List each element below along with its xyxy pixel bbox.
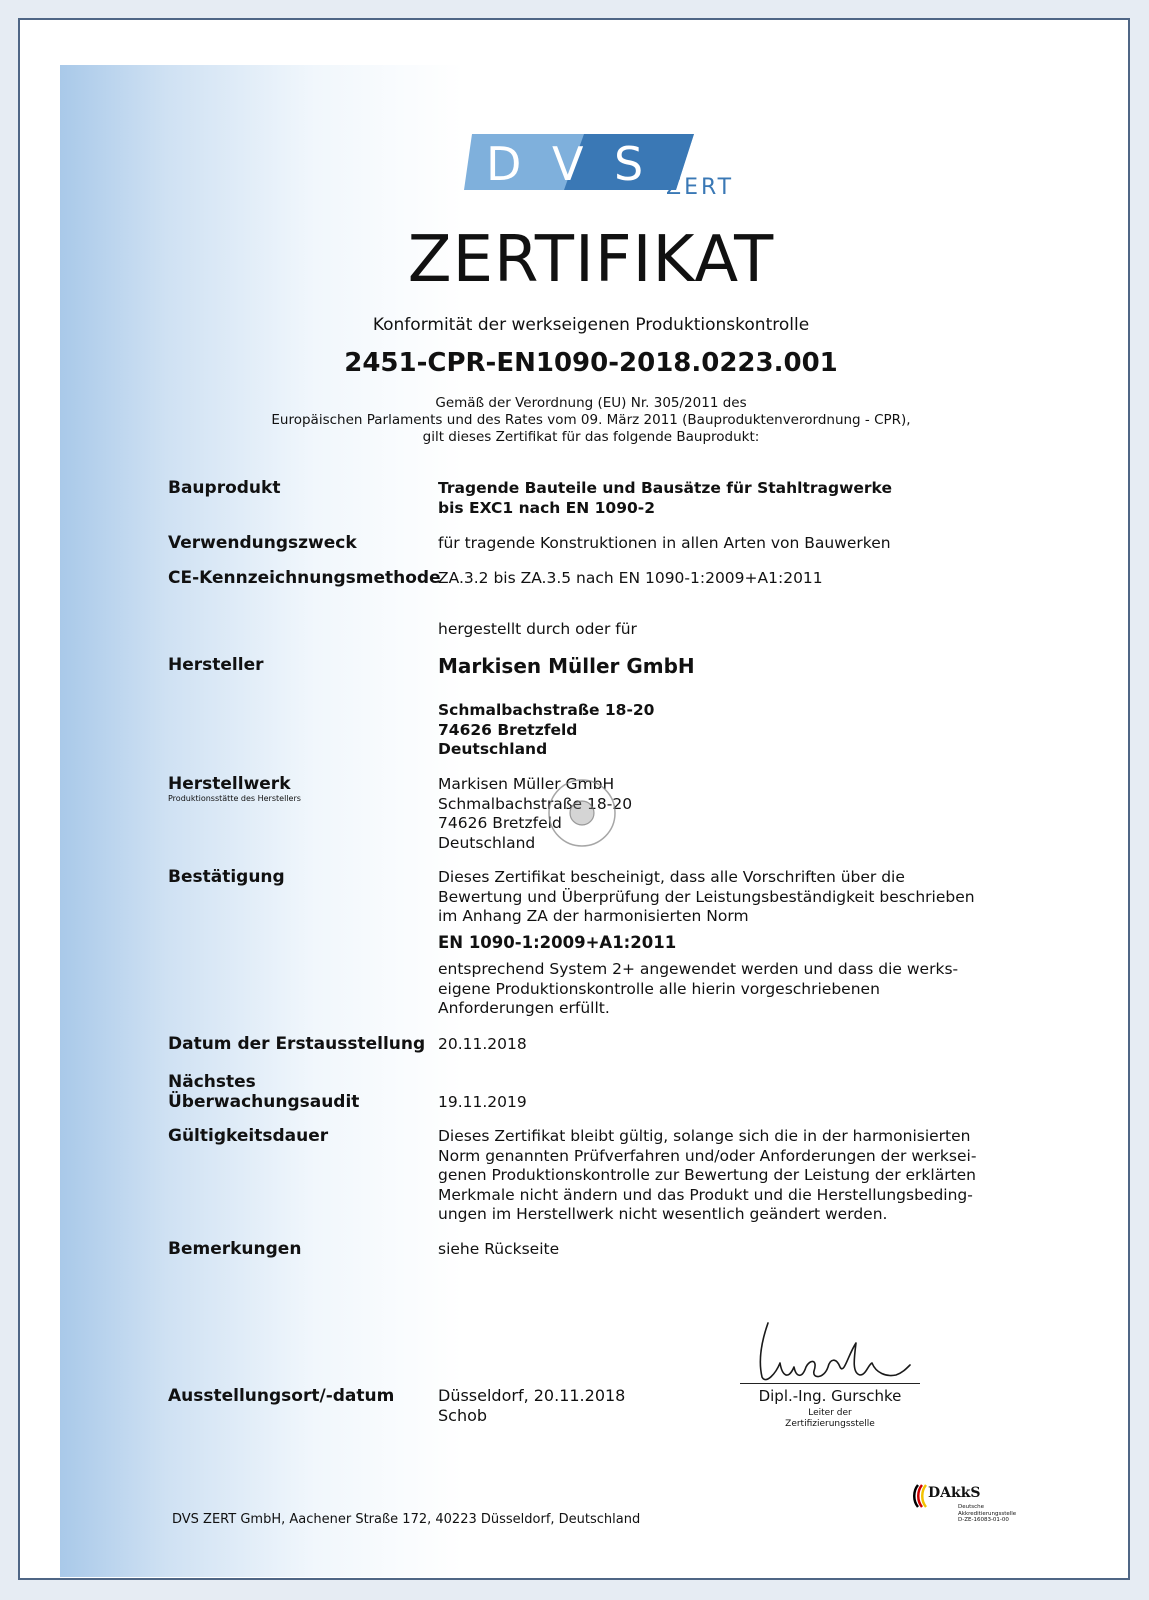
certificate-subtitle: Konformität der werkseigenen Produktionskontrolle (372, 315, 810, 335)
label-hersteller: Hersteller (168, 655, 264, 675)
intro-line: Gemäß der Verordnung (EU) Nr. 305/2011 des (435, 395, 747, 411)
text-line: eigene Produktionskontrolle alle hierin vorgeschriebenen (438, 979, 880, 998)
text-line: genen Produktionskontrolle zur Bewertung der Leistung der erklärten (438, 1166, 977, 1184)
text-line: Merkmale nicht ändern und das Produkt und die Herstellungsbeding- (438, 1185, 973, 1204)
signer-role (750, 1408, 910, 1430)
certificate-page (60, 65, 1122, 1577)
value-bestaetigung-text2 (438, 960, 958, 1019)
text-line: Dieses Zertifikat bescheinigt, dass alle Vorschriften über die (438, 868, 905, 886)
logo-suffix: ZERT (666, 175, 735, 198)
address-line: 74626 Bretzfeld (438, 720, 578, 739)
sublabel-herstellwerk: Produktionsstätte des Herstellers (168, 794, 301, 803)
dakks-line: Akkreditierungsstelle (958, 1510, 1017, 1517)
seal-stamp-icon (547, 778, 617, 848)
label-bestaetigung: Bestätigung (168, 867, 285, 887)
role-line: Leiter der (808, 1408, 852, 1418)
address-line: Markisen Müller GmbH (438, 775, 615, 793)
value-norm: EN 1090-1:2009+A1:2011 (438, 933, 677, 952)
value-line: Tragende Bauteile und Bausätze für Stahltragwerke (438, 479, 892, 497)
value-hersteller-address (438, 701, 654, 760)
hergestellt-text: hergestellt durch oder für (438, 620, 637, 638)
logo-letter-v: V (552, 137, 584, 191)
footer-address: DVS ZERT GmbH, Aachener Straße 172, 40223 Düsseldorf, Deutschland (172, 1512, 641, 1527)
label-erstausstellung: Datum der Erstausstellung (168, 1034, 426, 1054)
label-line: Überwachungsaudit (168, 1092, 360, 1112)
value-ausstellungsort (438, 1386, 625, 1425)
text-line: im Anhang ZA der harmonisierten Norm (438, 907, 749, 925)
label-verwendungszweck: Verwendungszweck (168, 533, 357, 553)
value-ce-kennzeichnung: ZA.3.2 bis ZA.3.5 nach EN 1090-1:2009+A1:2011 (438, 569, 823, 587)
value-bemerkungen: siehe Rückseite (438, 1240, 560, 1258)
text-line: Bewertung und Überprüfung der Leistungsbeständigkeit beschrieben (438, 887, 975, 906)
intro-text (60, 395, 1122, 446)
label-gueltigkeitsdauer: Gültigkeitsdauer (168, 1126, 329, 1146)
address-line: Deutschland (438, 833, 536, 852)
certificate-number: 2451-CPR-EN1090-2018.0223.001 (344, 348, 838, 378)
label-line: Nächstes (168, 1072, 256, 1092)
value-verwendungszweck: für tragende Konstruktionen in allen Arten von Bauwerken (438, 534, 891, 552)
text-line: ungen im Herstellwerk nicht wesentlich geändert werden. (438, 1205, 888, 1223)
text-line: Dieses Zertifikat bleibt gültig, solange sich die in der harmonisierten (438, 1127, 971, 1145)
logo-letter-s: S (614, 137, 644, 191)
label-herstellwerk: Herstellwerk (168, 774, 291, 794)
intro-line: Europäischen Parlaments und des Rates vom 09. März 2011 (Bauproduktenverordnung - CPR), (271, 412, 911, 428)
label-bauprodukt: Bauprodukt (168, 478, 281, 498)
dvs-zert-logo (464, 128, 754, 198)
value-bauprodukt (438, 479, 892, 518)
text-line: entsprechend System 2+ angewendet werden und dass die werks- (438, 960, 959, 978)
label-ce-kennzeichnung: CE-Kennzeichnungsmethode (168, 568, 441, 588)
address-line: 74626 Bretzfeld (438, 814, 562, 832)
value-line: Schob (438, 1405, 488, 1425)
value-erstausstellung: 20.11.2018 (438, 1035, 527, 1053)
label-bemerkungen: Bemerkungen (168, 1239, 302, 1259)
address-line: Schmalbachstraße 18-20 (438, 701, 655, 719)
address-line: Deutschland (438, 740, 548, 758)
value-line: Düsseldorf, 20.11.2018 (438, 1386, 626, 1405)
label-ausstellungsort: Ausstellungsort/-datum (168, 1386, 395, 1406)
certificate-title: ZERTIFIKAT (407, 223, 775, 297)
logo-letter-d: D (486, 137, 522, 191)
dakks-subtext (958, 1504, 1016, 1524)
handwritten-signature (740, 1315, 940, 1390)
signature-line (740, 1383, 920, 1384)
dakks-line: D-ZE-16083-01-00 (958, 1517, 1009, 1523)
value-ueberwachungsaudit: 19.11.2019 (438, 1093, 527, 1111)
dakks-name: DAkkS (928, 1485, 981, 1501)
intro-line: gilt dieses Zertifikat für das folgende Bauprodukt: (422, 429, 760, 445)
value-line: bis EXC1 nach EN 1090-2 (438, 498, 655, 517)
label-ueberwachungsaudit (168, 1072, 359, 1112)
value-gueltigkeitsdauer (438, 1127, 976, 1225)
signer-name: Dipl.-Ing. Gurschke (758, 1387, 902, 1405)
value-bestaetigung-text1 (438, 868, 975, 927)
dakks-line: Deutsche (958, 1504, 985, 1510)
certificate-frame (18, 18, 1130, 1580)
role-line: Zertifizierungsstelle (785, 1419, 875, 1429)
text-line: Norm genannten Prüfverfahren und/oder Anforderungen der werksei- (438, 1146, 977, 1165)
address-line: Schmalbachstraße 18-20 (438, 794, 633, 813)
value-hersteller-name: Markisen Müller GmbH (438, 654, 695, 678)
text-line: Anforderungen erfüllt. (438, 999, 610, 1017)
